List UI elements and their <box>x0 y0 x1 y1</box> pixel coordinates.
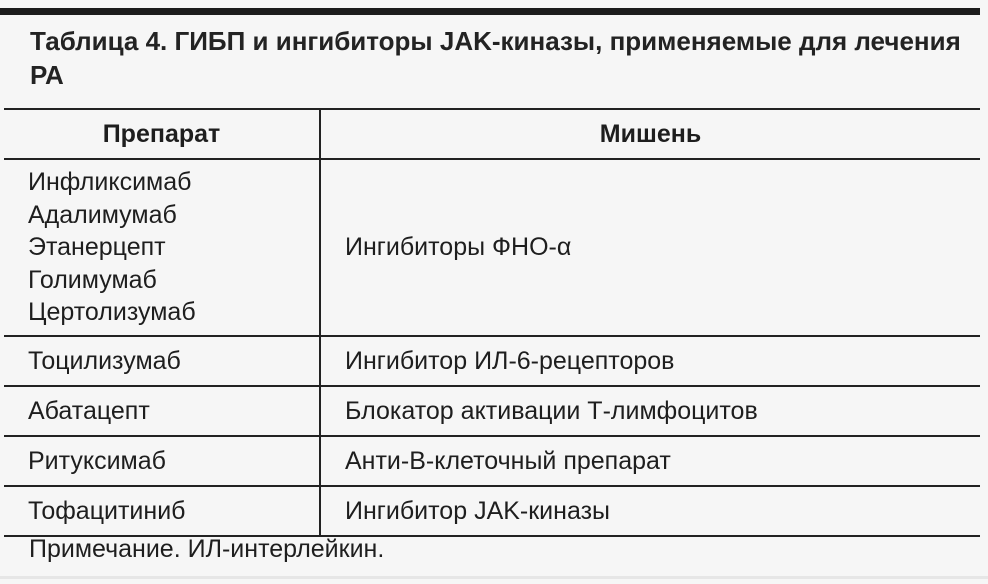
target-cell: Ингибитор JAK-киназы <box>320 486 980 536</box>
drug-name: Тоцилизумаб <box>4 336 320 386</box>
drug-name: Тофацитиниб <box>4 486 320 536</box>
table-row <box>4 159 980 336</box>
table-title: Таблица 4. ГИБП и ингибиторы JAK-киназы, применяемые для лечения РА <box>30 26 961 90</box>
drug-name: Абатацепт <box>4 386 320 436</box>
target-cell: Ингибитор ИЛ-6-рецепторов <box>320 336 980 386</box>
drug-name: Инфликсимаб <box>28 168 192 197</box>
target-cell: Анти-В-клеточный препарат <box>320 436 980 486</box>
top-rule <box>0 8 980 15</box>
drug-name: Голимумаб <box>28 265 157 294</box>
table-note: Примечание. ИЛ-интерлейкин. <box>29 535 385 563</box>
drug-name: Этанерцепт <box>28 233 166 262</box>
column-header-target: Мишень <box>320 109 980 159</box>
target-cell: Блокатор активации Т-лимфоцитов <box>320 386 980 436</box>
column-header-drug: Препарат <box>4 109 320 159</box>
drug-name: Цертолизумаб <box>28 298 196 327</box>
table-row <box>4 336 980 386</box>
target-cell: Ингибиторы ФНО-α <box>320 159 980 336</box>
drug-name: Ритуксимаб <box>4 436 320 486</box>
drug-table <box>4 108 980 537</box>
bottom-rule <box>0 576 988 579</box>
table-header-row <box>4 109 980 159</box>
drug-cell <box>4 159 320 336</box>
table-row <box>4 436 980 486</box>
table-row <box>4 486 980 536</box>
drug-name: Адалимумаб <box>28 200 177 229</box>
table-row <box>4 386 980 436</box>
